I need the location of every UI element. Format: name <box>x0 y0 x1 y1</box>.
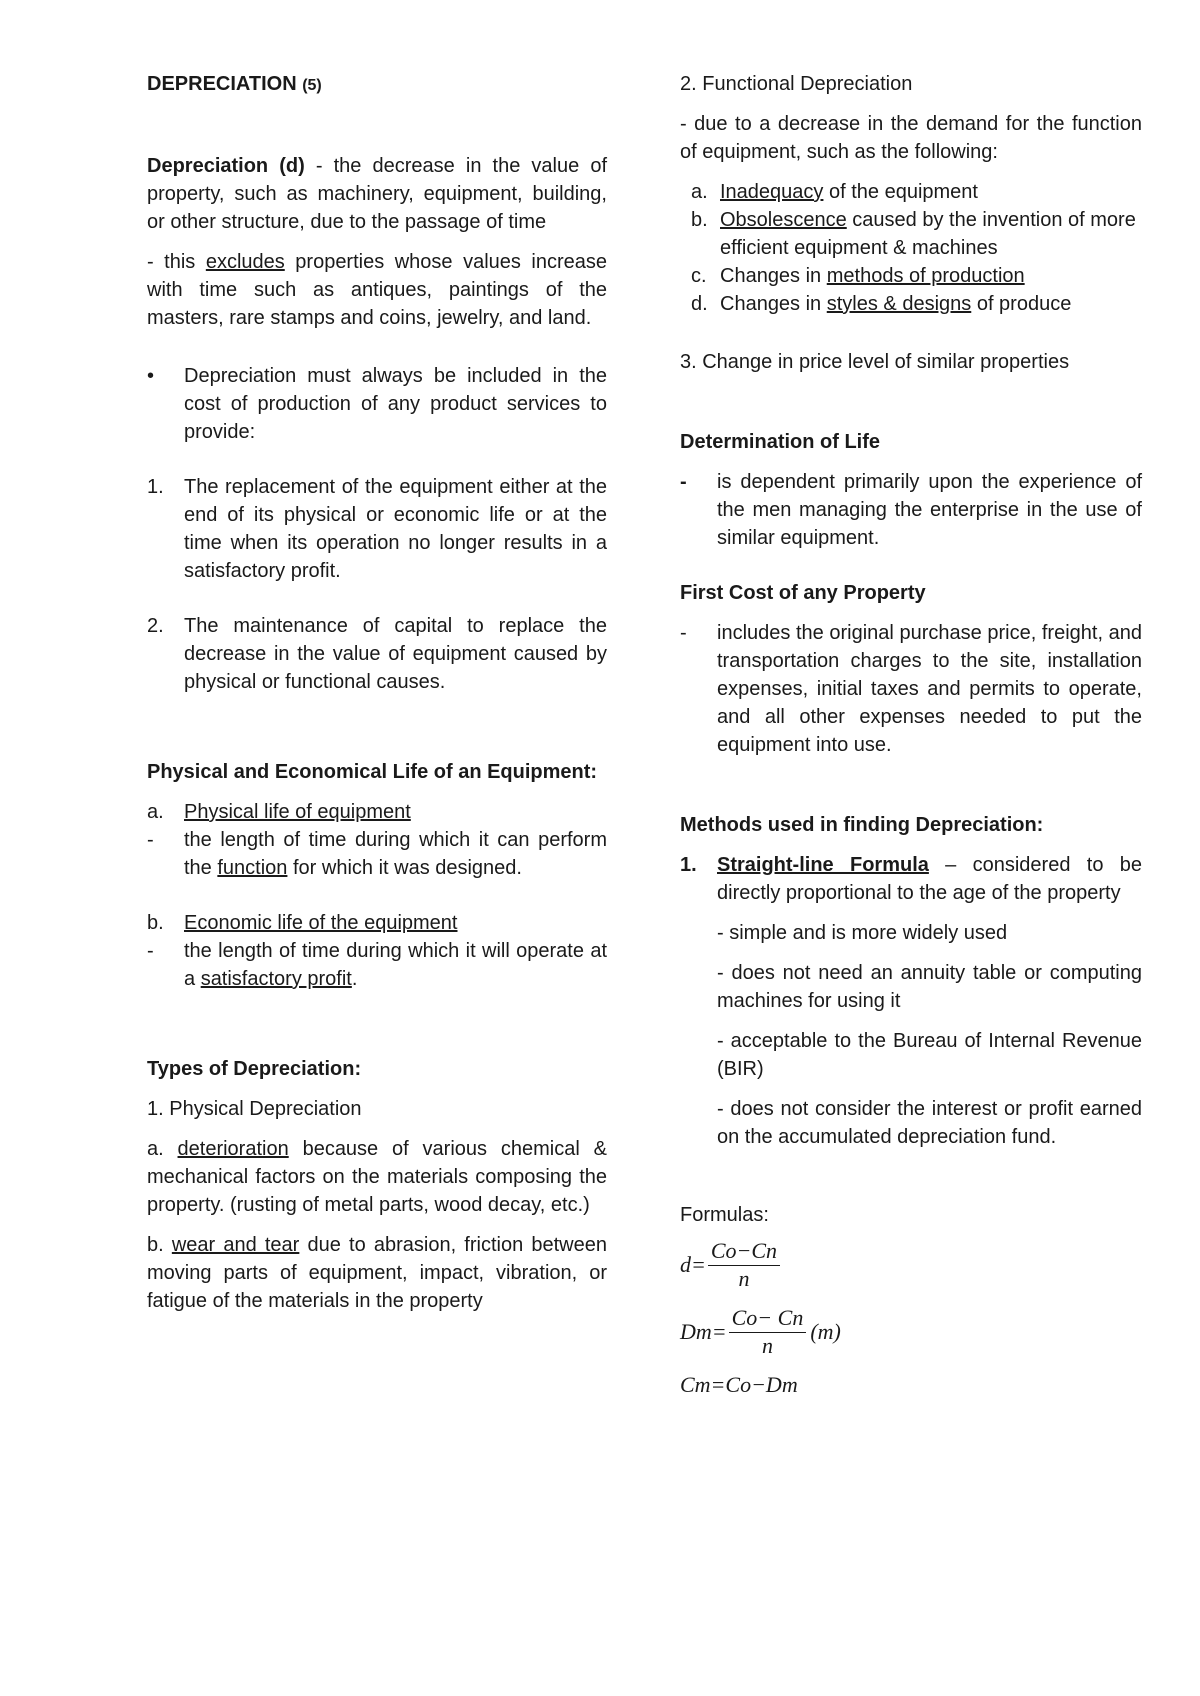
numbered-item-2 <box>147 612 607 696</box>
functional-depreciation-text: - due to a decrease in the demand for the function of equipment, such as the following: <box>680 113 1142 163</box>
functional-post-b: caused by the invention of more efficient equipment & machines <box>720 209 1136 259</box>
physical-life-marker: a. <box>147 801 164 823</box>
straight-line-marker: 1. <box>680 854 697 876</box>
functional-marker-b: b. <box>691 209 708 231</box>
functional-text-a <box>720 178 1142 206</box>
physical-life-desc-post: for which it was designed. <box>287 857 522 879</box>
price-level-change: 3. Change in price level of similar properties <box>680 351 1070 373</box>
functional-pre-c: Changes in <box>720 265 827 287</box>
numbered-text-1: The replacement of the equipment either at the end of its physical or economic life or at the time when its operation no longer results in a satisfactory profit. <box>184 476 607 582</box>
physical-life-label: Physical life of equipment <box>184 801 411 823</box>
determination-dash: - <box>680 471 687 493</box>
economic-life-marker: b. <box>147 912 164 934</box>
formula-2-lhs: Dm= <box>680 1318 727 1344</box>
functional-keyword-c: methods of production <box>826 265 1025 287</box>
physical-life-desc-row <box>147 826 607 882</box>
straight-line-note-4: - does not consider the interest or profit earned on the accumulated depreciation fund. <box>717 1098 1142 1148</box>
functional-text-b <box>720 206 1142 262</box>
formula-1-numerator: Co−Cn <box>708 1237 780 1266</box>
functional-marker-a: a. <box>691 181 708 203</box>
formula-book-value <box>680 1371 1142 1399</box>
functional-text-c <box>720 262 1142 290</box>
functional-marker-c: c. <box>691 265 707 287</box>
functional-item-c <box>680 262 1142 290</box>
exclusion-keyword: excludes <box>205 251 285 273</box>
deterioration-pre: a. <box>147 1138 178 1160</box>
left-column <box>147 70 607 1315</box>
numbered-text-2: The maintenance of capital to replace the decrease in the value of equipment caused by physical or functional causes. <box>184 615 607 693</box>
wear-post: due to abrasion, friction between moving parts of equipment, impact, vibration, or fatigue of the materials in the property <box>147 1234 607 1312</box>
physical-life-desc-keyword: function <box>217 857 288 879</box>
formula-3: Cm=Co−Dm <box>680 1372 798 1397</box>
first-cost-item <box>680 619 1142 759</box>
physical-depreciation-heading: 1. Physical Depreciation <box>147 1098 362 1120</box>
wear-pre: b. <box>147 1234 172 1256</box>
formula-1-fraction <box>708 1237 780 1292</box>
formula-1-denominator: n <box>738 1266 750 1291</box>
physical-life-desc-pre: the length of time during which it can perform the <box>184 829 607 879</box>
exclusion-paragraph <box>147 248 607 332</box>
economic-life-label: Economic life of the equipment <box>184 912 458 934</box>
economic-life-dash: - <box>147 940 154 962</box>
functional-marker-d: d. <box>691 293 708 315</box>
functional-text-d <box>720 290 1142 318</box>
economic-life-label-row <box>147 909 607 937</box>
life-heading: Physical and Economical Life of an Equipment: <box>147 761 598 783</box>
formulas-label: Formulas: <box>680 1204 769 1226</box>
straight-line-note-1: - simple and is more widely used <box>717 922 1008 944</box>
title-count: (5) <box>302 77 322 94</box>
formula-2-numerator: Co− Cn <box>729 1304 807 1333</box>
functional-keyword-a: Inadequacy <box>720 181 824 203</box>
functional-depreciation-heading: 2. Functional Depreciation <box>680 73 913 95</box>
straight-line-text <box>717 851 1142 907</box>
numbered-marker-2: 2. <box>147 615 164 637</box>
wear-and-tear-paragraph <box>147 1231 607 1315</box>
first-cost-heading: First Cost of any Property <box>680 582 926 604</box>
exclusion-pre: - this <box>147 251 206 273</box>
straight-line-item <box>680 851 1142 907</box>
first-cost-text: includes the original purchase price, freight, and transportation charges to the site, installation expenses, initial taxes and permits to operate, and all other expenses needed to put the equipment into use. <box>717 622 1142 756</box>
numbered-item-1 <box>147 473 607 585</box>
functional-item-d <box>680 290 1142 318</box>
determination-of-life-item <box>680 468 1142 552</box>
physical-life-desc <box>184 826 607 882</box>
formula-2-multiplier: (m) <box>810 1318 841 1344</box>
deterioration-keyword: deterioration <box>177 1138 289 1160</box>
bullet-text: Depreciation must always be included in the cost of production of any product services to provide: <box>184 365 607 443</box>
formula-accumulated-depreciation <box>680 1304 1142 1359</box>
formula-2-denominator: n <box>761 1333 773 1358</box>
deterioration-post: because of various chemical & mechanical factors on the materials composing the property. (rusting of metal parts, wood decay, etc.) <box>147 1138 607 1216</box>
determination-text: is dependent primarily upon the experience of the men managing the enterprise in the use of similar equipment. <box>717 471 1142 549</box>
functional-keyword-b: Obsolescence <box>720 209 847 231</box>
functional-pre-d: Changes in <box>720 293 827 315</box>
determination-of-life-heading: Determination of Life <box>680 431 881 453</box>
page-title <box>147 70 607 100</box>
economic-life-desc-row <box>147 937 607 993</box>
functional-item-b <box>680 206 1142 262</box>
economic-life-desc <box>184 937 607 993</box>
straight-line-note-2: - does not need an annuity table or computing machines for using it <box>717 962 1142 1012</box>
formula-2-fraction <box>729 1304 807 1359</box>
economic-life-desc-post: . <box>351 968 358 990</box>
bullet-item <box>147 362 607 446</box>
definition-term: Depreciation (d) <box>147 155 305 177</box>
types-heading: Types of Depreciation: <box>147 1058 362 1080</box>
wear-keyword: wear and tear <box>171 1234 300 1256</box>
physical-life-dash: - <box>147 829 154 851</box>
methods-heading: Methods used in finding Depreciation: <box>680 814 1044 836</box>
physical-life-label-row <box>147 798 607 826</box>
depreciation-definition <box>147 152 607 236</box>
functional-item-a <box>680 178 1142 206</box>
functional-post-d: of produce <box>971 293 1072 315</box>
formula-1-lhs: d= <box>680 1251 706 1277</box>
functional-keyword-d: styles & designs <box>826 293 972 315</box>
functional-post-a: of the equipment <box>823 181 978 203</box>
first-cost-dash: - <box>680 622 687 644</box>
economic-life-desc-pre: the length of time during which it will operate at a <box>184 940 607 990</box>
bullet-marker: • <box>147 365 155 387</box>
straight-line-notes <box>680 919 1142 1151</box>
straight-line-note-3: - acceptable to the Bureau of Internal Revenue (BIR) <box>717 1030 1142 1080</box>
right-column <box>680 70 1142 1399</box>
deterioration-paragraph <box>147 1135 607 1219</box>
economic-life-desc-keyword: satisfactory profit <box>200 968 352 990</box>
formula-depreciation <box>680 1237 1142 1292</box>
title-text: DEPRECIATION <box>147 73 297 95</box>
straight-line-desc: – considered to be directly proportional to the age of the property <box>717 854 1142 904</box>
straight-line-title: Straight-line Formula <box>717 854 929 876</box>
numbered-marker-1: 1. <box>147 476 164 498</box>
exclusion-post: properties whose values increase with time such as antiques, paintings of the masters, rare stamps and coins, jewelry, and land. <box>147 251 607 329</box>
definition-text: - the decrease in the value of property, such as machinery, equipment, building, or other structure, due to the passage of time <box>147 155 607 233</box>
